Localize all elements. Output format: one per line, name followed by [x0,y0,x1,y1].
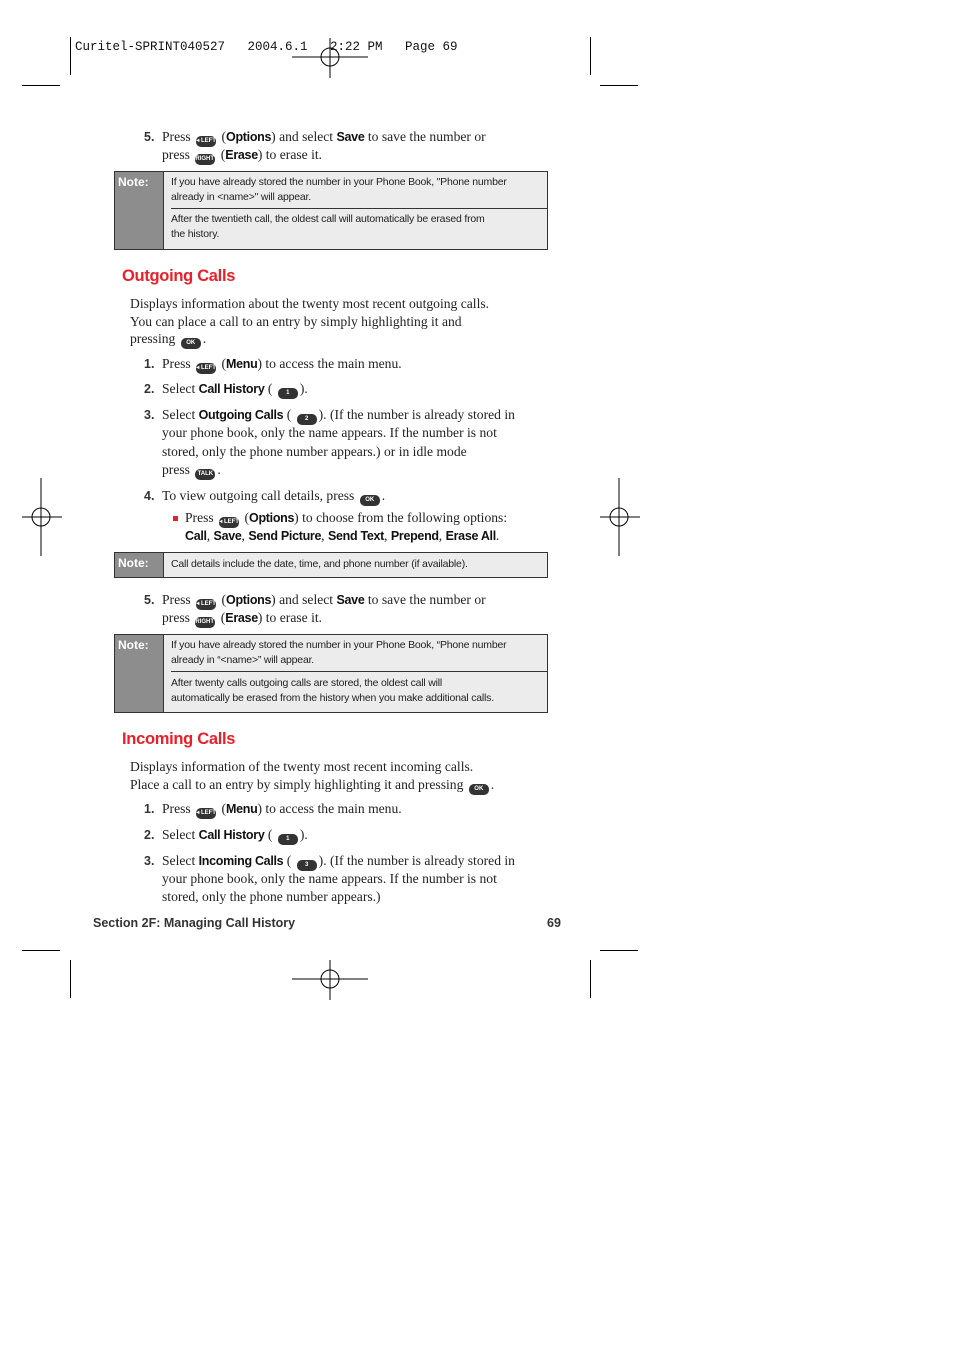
section-heading: Outgoing Calls [122,267,236,285]
step-number: 2. [144,828,155,842]
note-text: After the twentieth call, the oldest call will automatically be erased from the history. [171,213,485,240]
note-divider [171,208,547,209]
step-number: 3. [144,408,155,422]
step-text: your phone book, only the name appears. If the number is not [162,425,497,440]
bullet-icon [173,516,178,521]
step-text: press RIGHT ▸ (Erase) to erase it. [162,610,322,628]
key-1-icon: 1 [278,834,298,845]
footer-section-title: Section 2F: Managing Call History [93,916,296,930]
crop-mark [70,37,71,75]
registration-mark-icon [600,478,640,556]
step-number: 5. [144,593,155,607]
step-text: Press ◂ LEFT (Options) and select Save to save the number or [162,129,486,147]
crop-mark [590,37,591,75]
step-text: Select Incoming Calls ( 3 ). (If the number is already stored in [162,853,515,871]
step-number: 1. [144,802,155,816]
step-number: 3. [144,854,155,868]
step-text: press RIGHT ▸ (Erase) to erase it. [162,147,322,165]
note-label: Note: [118,175,149,189]
step-text: Press ◂ LEFT (Menu) to access the main menu. [162,356,402,374]
note-text: Call details include the date, time, and phone number (if available). [171,558,468,570]
registration-mark-icon [292,960,368,1000]
key-3-icon: 3 [297,860,317,871]
registration-mark-icon [22,478,62,556]
note-label: Note: [118,638,149,652]
step-number: 4. [144,489,155,503]
step-text: stored, only the phone number appears.) [162,889,381,904]
step-text: stored, only the phone number appears.) or in idle mode [162,444,467,459]
step-text: Select Call History ( 1 ). [162,827,308,845]
note-text: After twenty calls outgoing calls are stored, the oldest call will automatically be erased from the history when you make additional calls. [171,677,494,704]
crop-mark [590,960,591,998]
right-softkey-icon: RIGHT ▸ [195,617,215,628]
step-text: Select Call History ( 1 ). [162,381,308,399]
crop-mark [600,950,638,951]
step-text: Select Outgoing Calls ( 2 ). (If the number is already stored in [162,407,515,425]
note-divider [171,671,547,672]
note-box [114,634,548,713]
ok-key-icon: OK [181,338,201,349]
ok-key-icon: OK [469,784,489,795]
bullet-text: Press ◂ LEFT (Options) to choose from the following options: [185,510,507,528]
print-slug: Curitel-SPRINT040527 2004.6.1 2:22 PM Page 69 [75,40,458,54]
crop-mark [22,950,60,951]
section-heading: Incoming Calls [122,730,236,748]
step-text: To view outgoing call details, press OK . [162,488,385,506]
step-text: press TALK . [162,462,221,480]
left-softkey-icon: ◂ LEFT [196,136,216,147]
step-number: 1. [144,357,155,371]
page-number: 69 [547,916,561,930]
left-softkey-icon: ◂ LEFT [196,599,216,610]
key-2-icon: 2 [297,414,317,425]
options-list: Call, Save, Send Picture, Send Text, Prepend, Erase All. [185,528,500,543]
section-intro: Displays information about the twenty most recent outgoing calls. You can place a call to an entry by simply highlighting it and pressing OK . [130,295,550,349]
left-softkey-icon: ◂ LEFT [196,808,216,819]
step-number: 2. [144,382,155,396]
note-label: Note: [118,556,149,570]
step-text: Press ◂ LEFT (Menu) to access the main menu. [162,801,402,819]
ok-key-icon: OK [360,495,380,506]
right-softkey-icon: RIGHT ▸ [195,154,215,165]
crop-mark [70,960,71,998]
note-text: If you have already stored the number in your Phone Book, “Phone number already in “<name>” will appear. [171,639,507,666]
key-1-icon: 1 [278,388,298,399]
note-box [114,552,548,578]
crop-mark [600,85,638,86]
step-text: Press ◂ LEFT (Options) and select Save to save the number or [162,592,486,610]
talk-key-icon: TALK [195,469,215,480]
step-number: 5. [144,130,155,144]
note-text: If you have already stored the number in your Phone Book, "Phone number already in <name>" will appear. [171,176,507,203]
crop-mark [22,85,60,86]
left-softkey-icon: ◂ LEFT [196,363,216,374]
note-box [114,171,548,250]
left-softkey-icon: ◂ LEFT [219,517,239,528]
step-text: your phone book, only the name appears. If the number is not [162,871,497,886]
section-intro: Displays information of the twenty most recent incoming calls. Place a call to an entry by simply highlighting it and pressing OK . [130,758,550,795]
registration-mark-icon [292,38,368,78]
